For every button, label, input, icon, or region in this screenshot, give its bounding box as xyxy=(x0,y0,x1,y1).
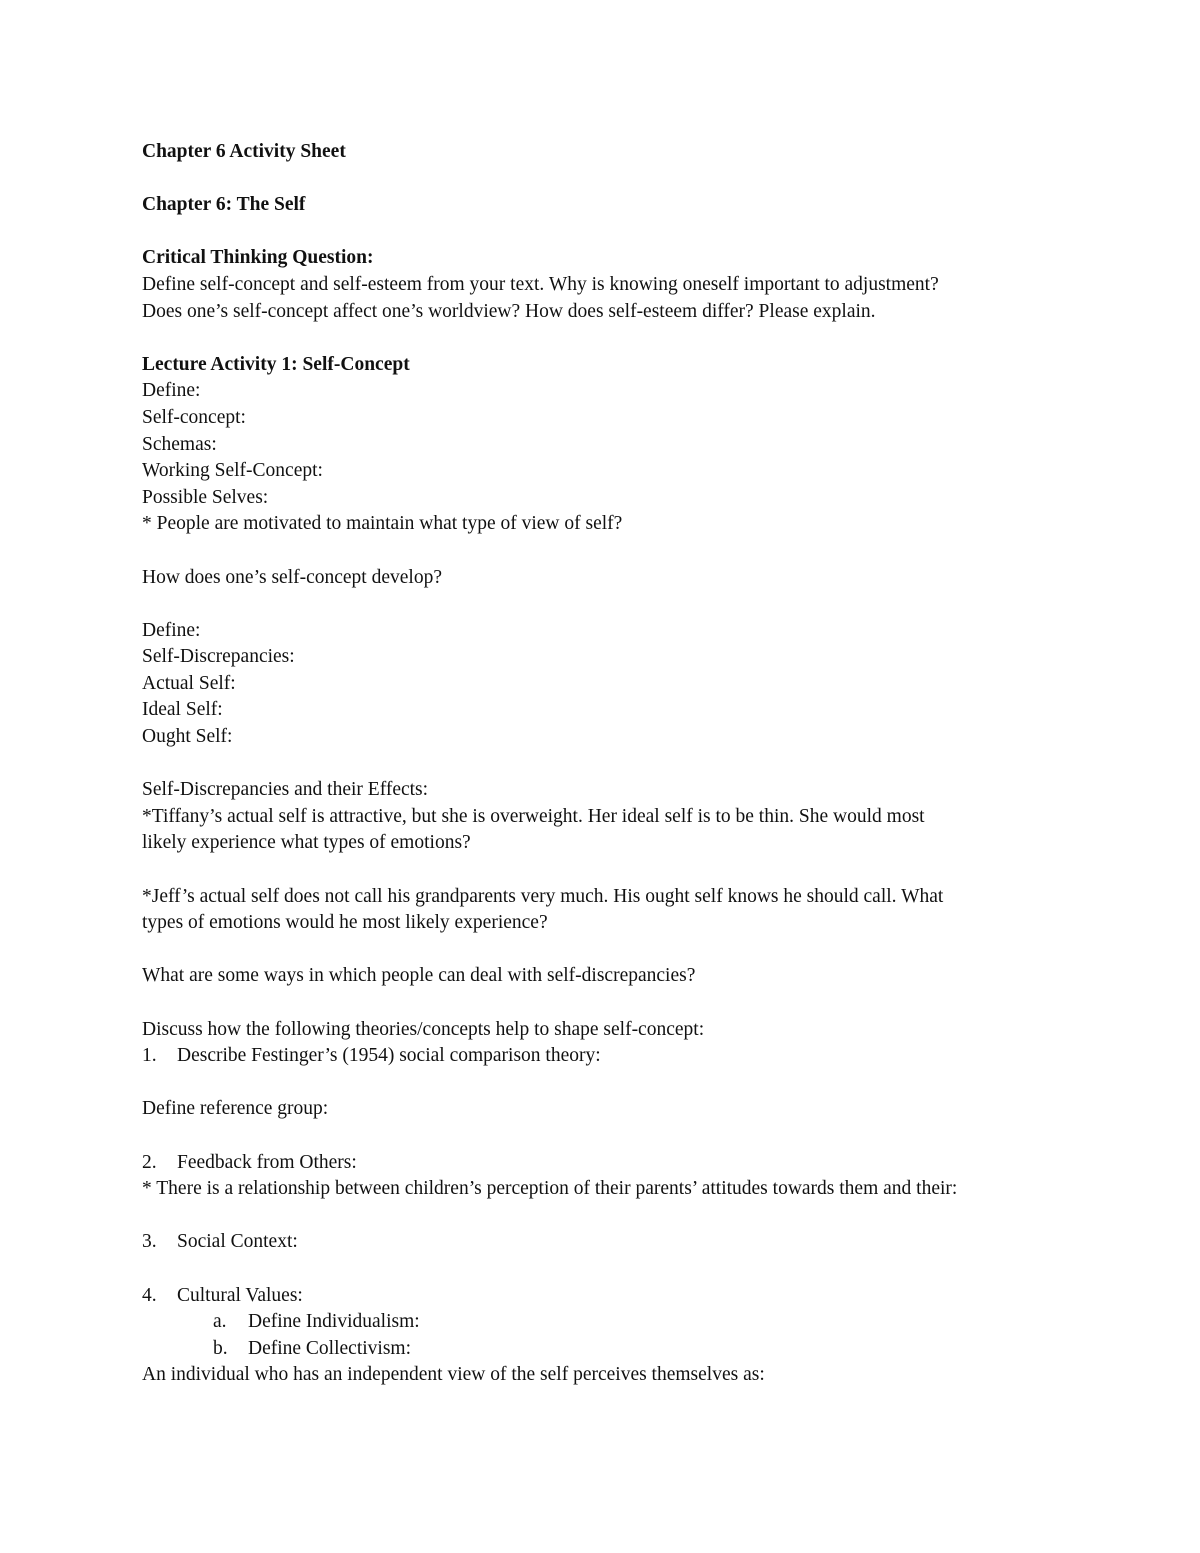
relationship-prompt: * There is a relationship between children’s perception of their parents’ attitudes towards them and their: xyxy=(142,1178,958,1200)
list-item xyxy=(142,1150,1062,1177)
lecture-activity-heading: Lecture Activity 1: Self-Concept xyxy=(142,353,410,375)
list-item xyxy=(142,1229,1062,1256)
reference-group-prompt: Define reference group: xyxy=(142,1098,329,1120)
term-self-discrepancies: Self-Discrepancies: xyxy=(142,646,295,668)
list-number: 4. xyxy=(142,1284,157,1306)
motivation-question: * People are motivated to maintain what type of view of self? xyxy=(142,513,623,535)
theories-intro: Discuss how the following theories/concepts help to shape self-concept: xyxy=(142,1018,705,1040)
term-actual-self: Actual Self: xyxy=(142,672,236,694)
chapter-heading: Chapter 6: The Self xyxy=(142,194,306,216)
list-number: 1. xyxy=(142,1045,157,1067)
independent-view-prompt: An individual who has an independent view of the self perceives themselves as: xyxy=(142,1364,765,1386)
critical-thinking-heading: Critical Thinking Question: xyxy=(142,247,374,269)
term-ought-self: Ought Self: xyxy=(142,726,233,748)
document-title: Chapter 6 Activity Sheet xyxy=(142,141,346,162)
sub-list-item xyxy=(142,1309,1062,1336)
term-possible-selves: Possible Selves: xyxy=(142,486,269,508)
critical-thinking-question-line: Does one’s self-concept affect one’s worldview? How does self-esteem differ? Please explain. xyxy=(142,300,876,322)
critical-thinking-question-line: Define self-concept and self-esteem from your text. Why is knowing oneself important to adjustment? xyxy=(142,273,939,295)
list-item-text: Social Context: xyxy=(177,1231,298,1253)
list-number: 3. xyxy=(142,1231,157,1253)
sub-list-item xyxy=(142,1336,1062,1363)
activity-sheet-page xyxy=(142,139,1062,1389)
sub-list-letter: b. xyxy=(213,1337,228,1359)
list-number: 2. xyxy=(142,1151,157,1173)
sub-list-item-text: Define Collectivism: xyxy=(248,1337,412,1359)
tiffany-scenario-line: likely experience what types of emotions? xyxy=(142,832,471,854)
jeff-scenario-line: types of emotions would he most likely experience? xyxy=(142,912,548,934)
sub-list-item-text: Define Individualism: xyxy=(248,1311,420,1333)
define-label: Define: xyxy=(142,619,201,641)
list-item xyxy=(142,1283,1062,1310)
term-working-self-concept: Working Self-Concept: xyxy=(142,460,323,482)
jeff-scenario-line: *Jeff’s actual self does not call his grandparents very much. His ought self knows he should call. What xyxy=(142,885,944,907)
term-self-concept: Self-concept: xyxy=(142,406,246,428)
effects-heading: Self-Discrepancies and their Effects: xyxy=(142,779,429,801)
sub-list-letter: a. xyxy=(213,1311,227,1333)
term-ideal-self: Ideal Self: xyxy=(142,699,223,721)
coping-question: What are some ways in which people can deal with self-discrepancies? xyxy=(142,965,696,987)
list-item-text: Feedback from Others: xyxy=(177,1151,357,1173)
term-schemas: Schemas: xyxy=(142,433,217,455)
define-label: Define: xyxy=(142,380,201,402)
list-item xyxy=(142,1043,1062,1070)
list-item-text: Cultural Values: xyxy=(177,1284,303,1306)
development-question: How does one’s self-concept develop? xyxy=(142,566,442,588)
tiffany-scenario-line: *Tiffany’s actual self is attractive, but she is overweight. Her ideal self is to be thin. She would most xyxy=(142,805,925,827)
list-item-text: Describe Festinger’s (1954) social comparison theory: xyxy=(177,1045,601,1067)
